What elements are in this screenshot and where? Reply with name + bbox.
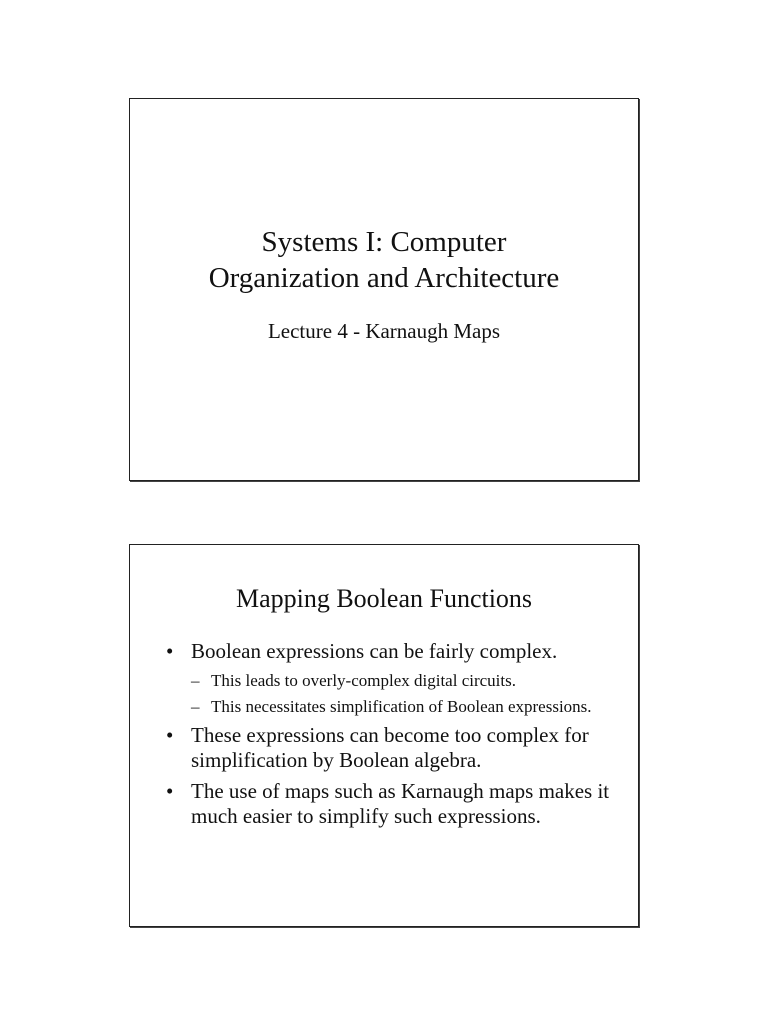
slide-1-title xyxy=(130,224,638,296)
bullet-text: Boolean expressions can be fairly complex. xyxy=(191,639,558,663)
bullet-marker: • xyxy=(166,639,174,663)
bullet-item xyxy=(164,779,624,829)
slide-1-subtitle: Lecture 4 - Karnaugh Maps xyxy=(267,319,501,343)
subbullet-item xyxy=(191,696,624,717)
subbullet-text: This necessitates simplification of Boolean expressions. xyxy=(211,697,592,716)
bullet-list xyxy=(164,639,624,835)
bullet-item xyxy=(164,639,624,717)
slide-1-title-line-1: Systems I: Computer xyxy=(261,226,507,258)
subbullet-marker: – xyxy=(191,671,200,690)
slide-2-title: Mapping Boolean Functions xyxy=(235,584,533,613)
subbullet-marker: – xyxy=(191,697,200,716)
slide-1-title-line-2: Organization and Architecture xyxy=(208,262,560,294)
bullet-text: These expressions can become too complex for simplification by Boolean algebra. xyxy=(191,723,589,772)
subbullet-list xyxy=(191,670,624,717)
subbullet-text: This leads to overly-complex digital circuits. xyxy=(211,671,516,690)
subbullet-item xyxy=(191,670,624,691)
bullet-item xyxy=(164,723,624,773)
bullet-text: The use of maps such as Karnaugh maps makes it much easier to simplify such expressions. xyxy=(191,779,610,828)
bullet-marker: • xyxy=(166,723,174,747)
slide-2 xyxy=(129,544,639,927)
slide-1 xyxy=(129,98,639,481)
bullet-marker: • xyxy=(166,779,174,803)
